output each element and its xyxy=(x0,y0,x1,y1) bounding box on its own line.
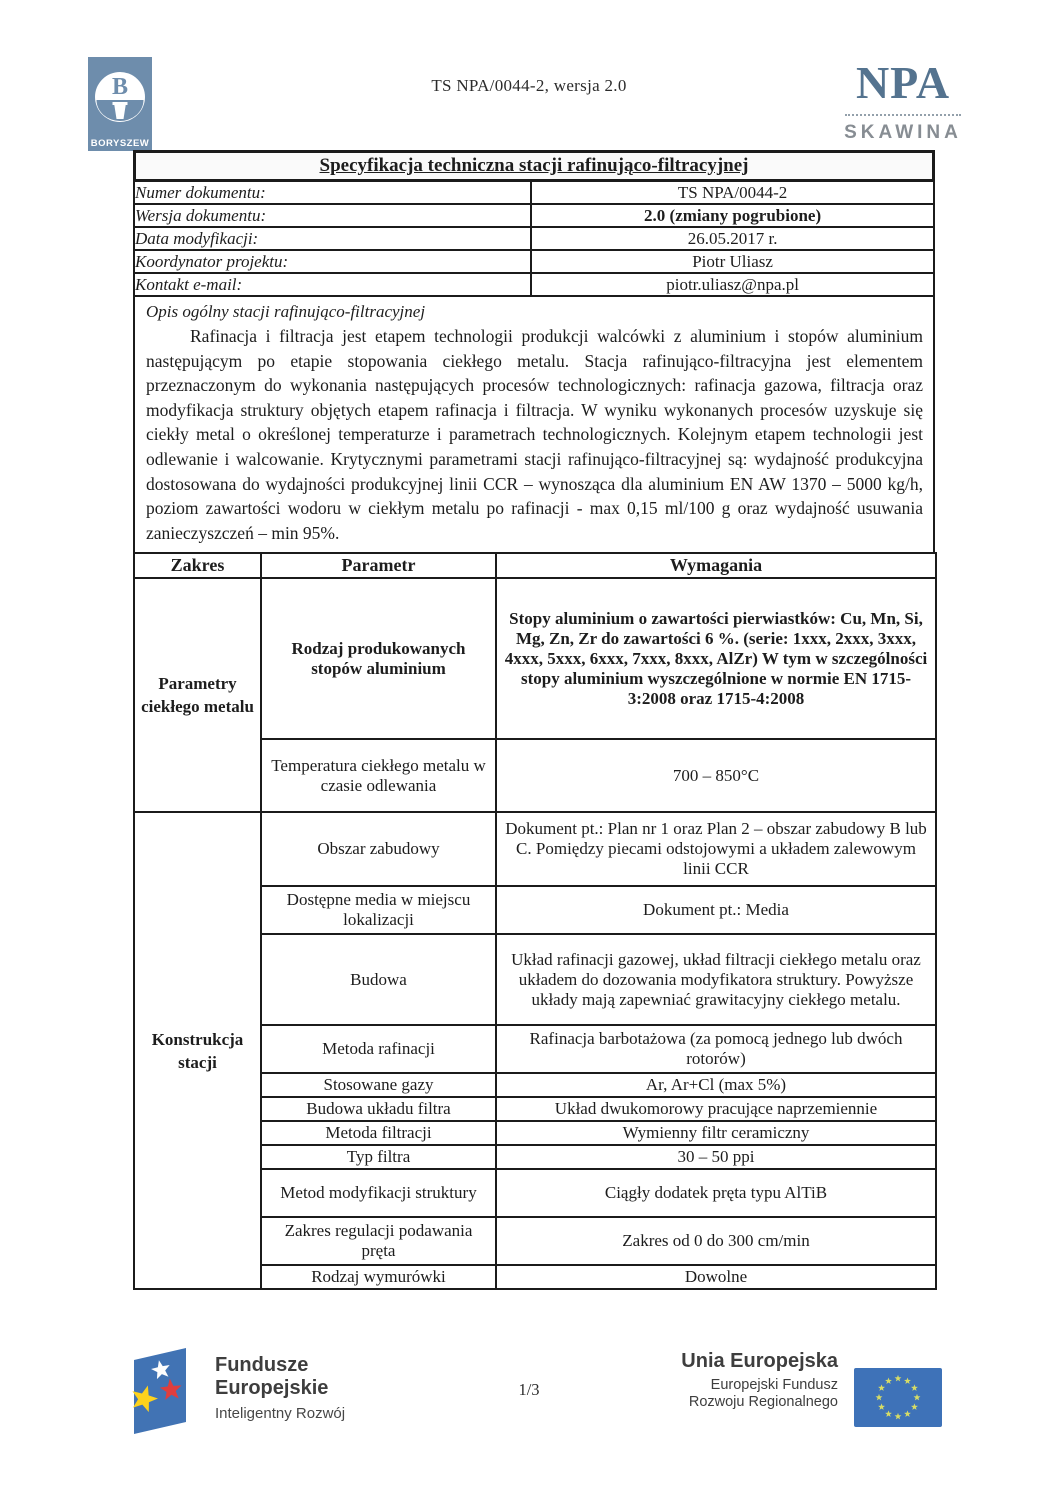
npa-logo-city: SKAWINA xyxy=(844,122,962,143)
req-cell: 700 – 850°C xyxy=(496,739,936,812)
meta-value: 26.05.2017 r. xyxy=(531,227,934,250)
document-reference: TS NPA/0044-2, wersja 2.0 xyxy=(431,76,627,95)
document-body xyxy=(133,150,935,1290)
req-cell: Ciągły dodatek pręta typu AlTiB xyxy=(496,1169,936,1217)
boryszew-logo-icon xyxy=(88,57,152,151)
meta-label: Numer dokumentu: xyxy=(134,181,531,204)
req-cell: Układ dwukomorowy pracujące naprzemiennie xyxy=(496,1097,936,1121)
param-cell: Dostępne media w miejscu lokalizacji xyxy=(261,886,496,934)
spec-table xyxy=(133,552,937,1290)
req-cell: Rafinacja barbotażowa (za pomocą jednego lub dwóch rotorów) xyxy=(496,1025,936,1073)
req-cell: Dowolne xyxy=(496,1265,936,1289)
meta-row xyxy=(134,250,934,273)
meta-row xyxy=(134,204,934,227)
description-heading: Opis ogólny stacji rafinująco-filtracyjnej xyxy=(146,302,426,321)
meta-label: Data modyfikacji: xyxy=(134,227,531,250)
meta-row xyxy=(134,227,934,250)
column-header-parametr: Parametr xyxy=(261,553,496,578)
table-row xyxy=(134,812,936,886)
meta-row xyxy=(134,273,934,296)
req-cell: Wymienny filtr ceramiczny xyxy=(496,1121,936,1145)
param-cell: Metoda filtracji xyxy=(261,1121,496,1145)
fe-logo-subtitle: Inteligentny Rozwój xyxy=(215,1405,346,1422)
eu-fund-line1: Europejski Fundusz xyxy=(710,1377,838,1393)
meta-value: 2.0 (zmiany pogrubione) xyxy=(531,204,934,227)
req-cell: Ar, Ar+Cl (max 5%) xyxy=(496,1073,936,1097)
spec-header-row xyxy=(134,553,936,578)
unia-europejska-logo xyxy=(655,1350,942,1427)
page-title: Specyfikacja techniczna stacji rafinująco-filtracyjnej xyxy=(133,150,935,182)
fe-logo-title: Fundusze Europejskie xyxy=(215,1354,329,1399)
meta-table xyxy=(133,180,935,297)
meta-label: Kontakt e-mail: xyxy=(134,273,531,296)
meta-value: Piotr Uliasz xyxy=(531,250,934,273)
scope-cell: Parametry ciekłego metalu xyxy=(134,578,261,812)
npa-logo-text: NPA xyxy=(855,57,951,108)
param-cell: Stosowane gazy xyxy=(261,1073,496,1097)
description-section xyxy=(133,295,935,554)
param-cell: Obszar zabudowy xyxy=(261,812,496,886)
param-cell: Metoda rafinacji xyxy=(261,1025,496,1073)
meta-label: Wersja dokumentu: xyxy=(134,204,531,227)
npa-logo-divider xyxy=(845,114,961,116)
npa-skawina-logo xyxy=(843,57,963,144)
req-cell: Dokument pt.: Plan nr 1 oraz Plan 2 – obszar zabudowy B lub C. Pomiędzy piecami odstojowymi a układem zalewowym linii CCR xyxy=(496,812,936,886)
param-cell: Typ filtra xyxy=(261,1145,496,1169)
param-cell: Rodzaj produkowanych stopów aluminium xyxy=(261,578,496,739)
meta-label: Koordynator projektu: xyxy=(134,250,531,273)
svg-text:BORYSZEW: BORYSZEW xyxy=(90,138,150,149)
column-header-zakres: Zakres xyxy=(134,553,261,578)
scope-cell: Konstrukcja stacji xyxy=(134,812,261,1289)
req-cell: 30 – 50 ppi xyxy=(496,1145,936,1169)
svg-text:B: B xyxy=(111,74,129,100)
meta-value: piotr.uliasz@npa.pl xyxy=(531,273,934,296)
eu-flag-icon xyxy=(854,1368,942,1427)
table-row xyxy=(134,578,936,739)
req-cell: Układ rafinacji gazowej, układ filtracji ciekłego metalu oraz układem do dozowania modyfikatora struktury. Powyższe układy mają zapewniać grawitacyjny ciekłego metalu. xyxy=(496,934,936,1025)
param-cell: Temperatura ciekłego metalu w czasie odlewania xyxy=(261,739,496,812)
description-paragraph: Rafinacja i filtracja jest etapem technologii produkcji walcówki z aluminium i stopów aluminium następującym po etapie stopowania ciekłego metalu. Stacja rafinująco-filtracyjna jest elementem przeznaczonym do wykonania następujących procesów technologicznych: rafinacja gazowa, filtracja oraz modyfikacja struktury objętych etapem rafinacja i filtracja. W wyniku wykonanych procesów uzyskuje się ciekły metal o określonej temperaturze i parametrach technologicznych. Kolejnym etapem technologii jest odlewanie i walcowanie. Krytycznymi parametrami stacji rafinująco-filtracyjnej są: wydajność produkcyjna dostosowana do wydajności produkcyjnej linii CCR – wynosząca dla aluminium EN AW 1370 – 5000 kg/h, poziom zawartości wodoru w ciekłym metalu po rafinacji - max 0,15 ml/100 g oraz wydajność usuwania zanieczyszczeń – min 95%. xyxy=(146,326,923,543)
param-cell: Rodzaj wymurówki xyxy=(261,1265,496,1289)
eu-logo-title: Unia Europejska xyxy=(681,1350,838,1372)
param-cell: Budowa układu filtra xyxy=(261,1097,496,1121)
param-cell: Metod modyfikacji struktury xyxy=(261,1169,496,1217)
meta-value: TS NPA/0044-2 xyxy=(531,181,934,204)
param-cell: Zakres regulacji podawania pręta xyxy=(261,1217,496,1265)
meta-row xyxy=(134,181,934,204)
page-number: 1/3 xyxy=(518,1380,540,1399)
req-cell: Dokument pt.: Media xyxy=(496,886,936,934)
eu-fund-line2: Rozwoju Regionalnego xyxy=(688,1394,838,1410)
param-cell: Budowa xyxy=(261,934,496,1025)
req-cell: Zakres od 0 do 300 cm/min xyxy=(496,1217,936,1265)
column-header-wymagania: Wymagania xyxy=(496,553,936,578)
req-cell: Stopy aluminium o zawartości pierwiastków: Cu, Mn, Si, Mg, Zn, Zr do zawartości 6 %. (serie: 1xxx, 2xxx, 3xxx, 4xxx, 5xxx, 6xxx, 7xxx, 8xxx, AlZr) W tym w szczególności stopy aluminium wyszczególnione w normie EN 1715-3:2008 oraz 1715-4:2008 xyxy=(496,578,936,739)
